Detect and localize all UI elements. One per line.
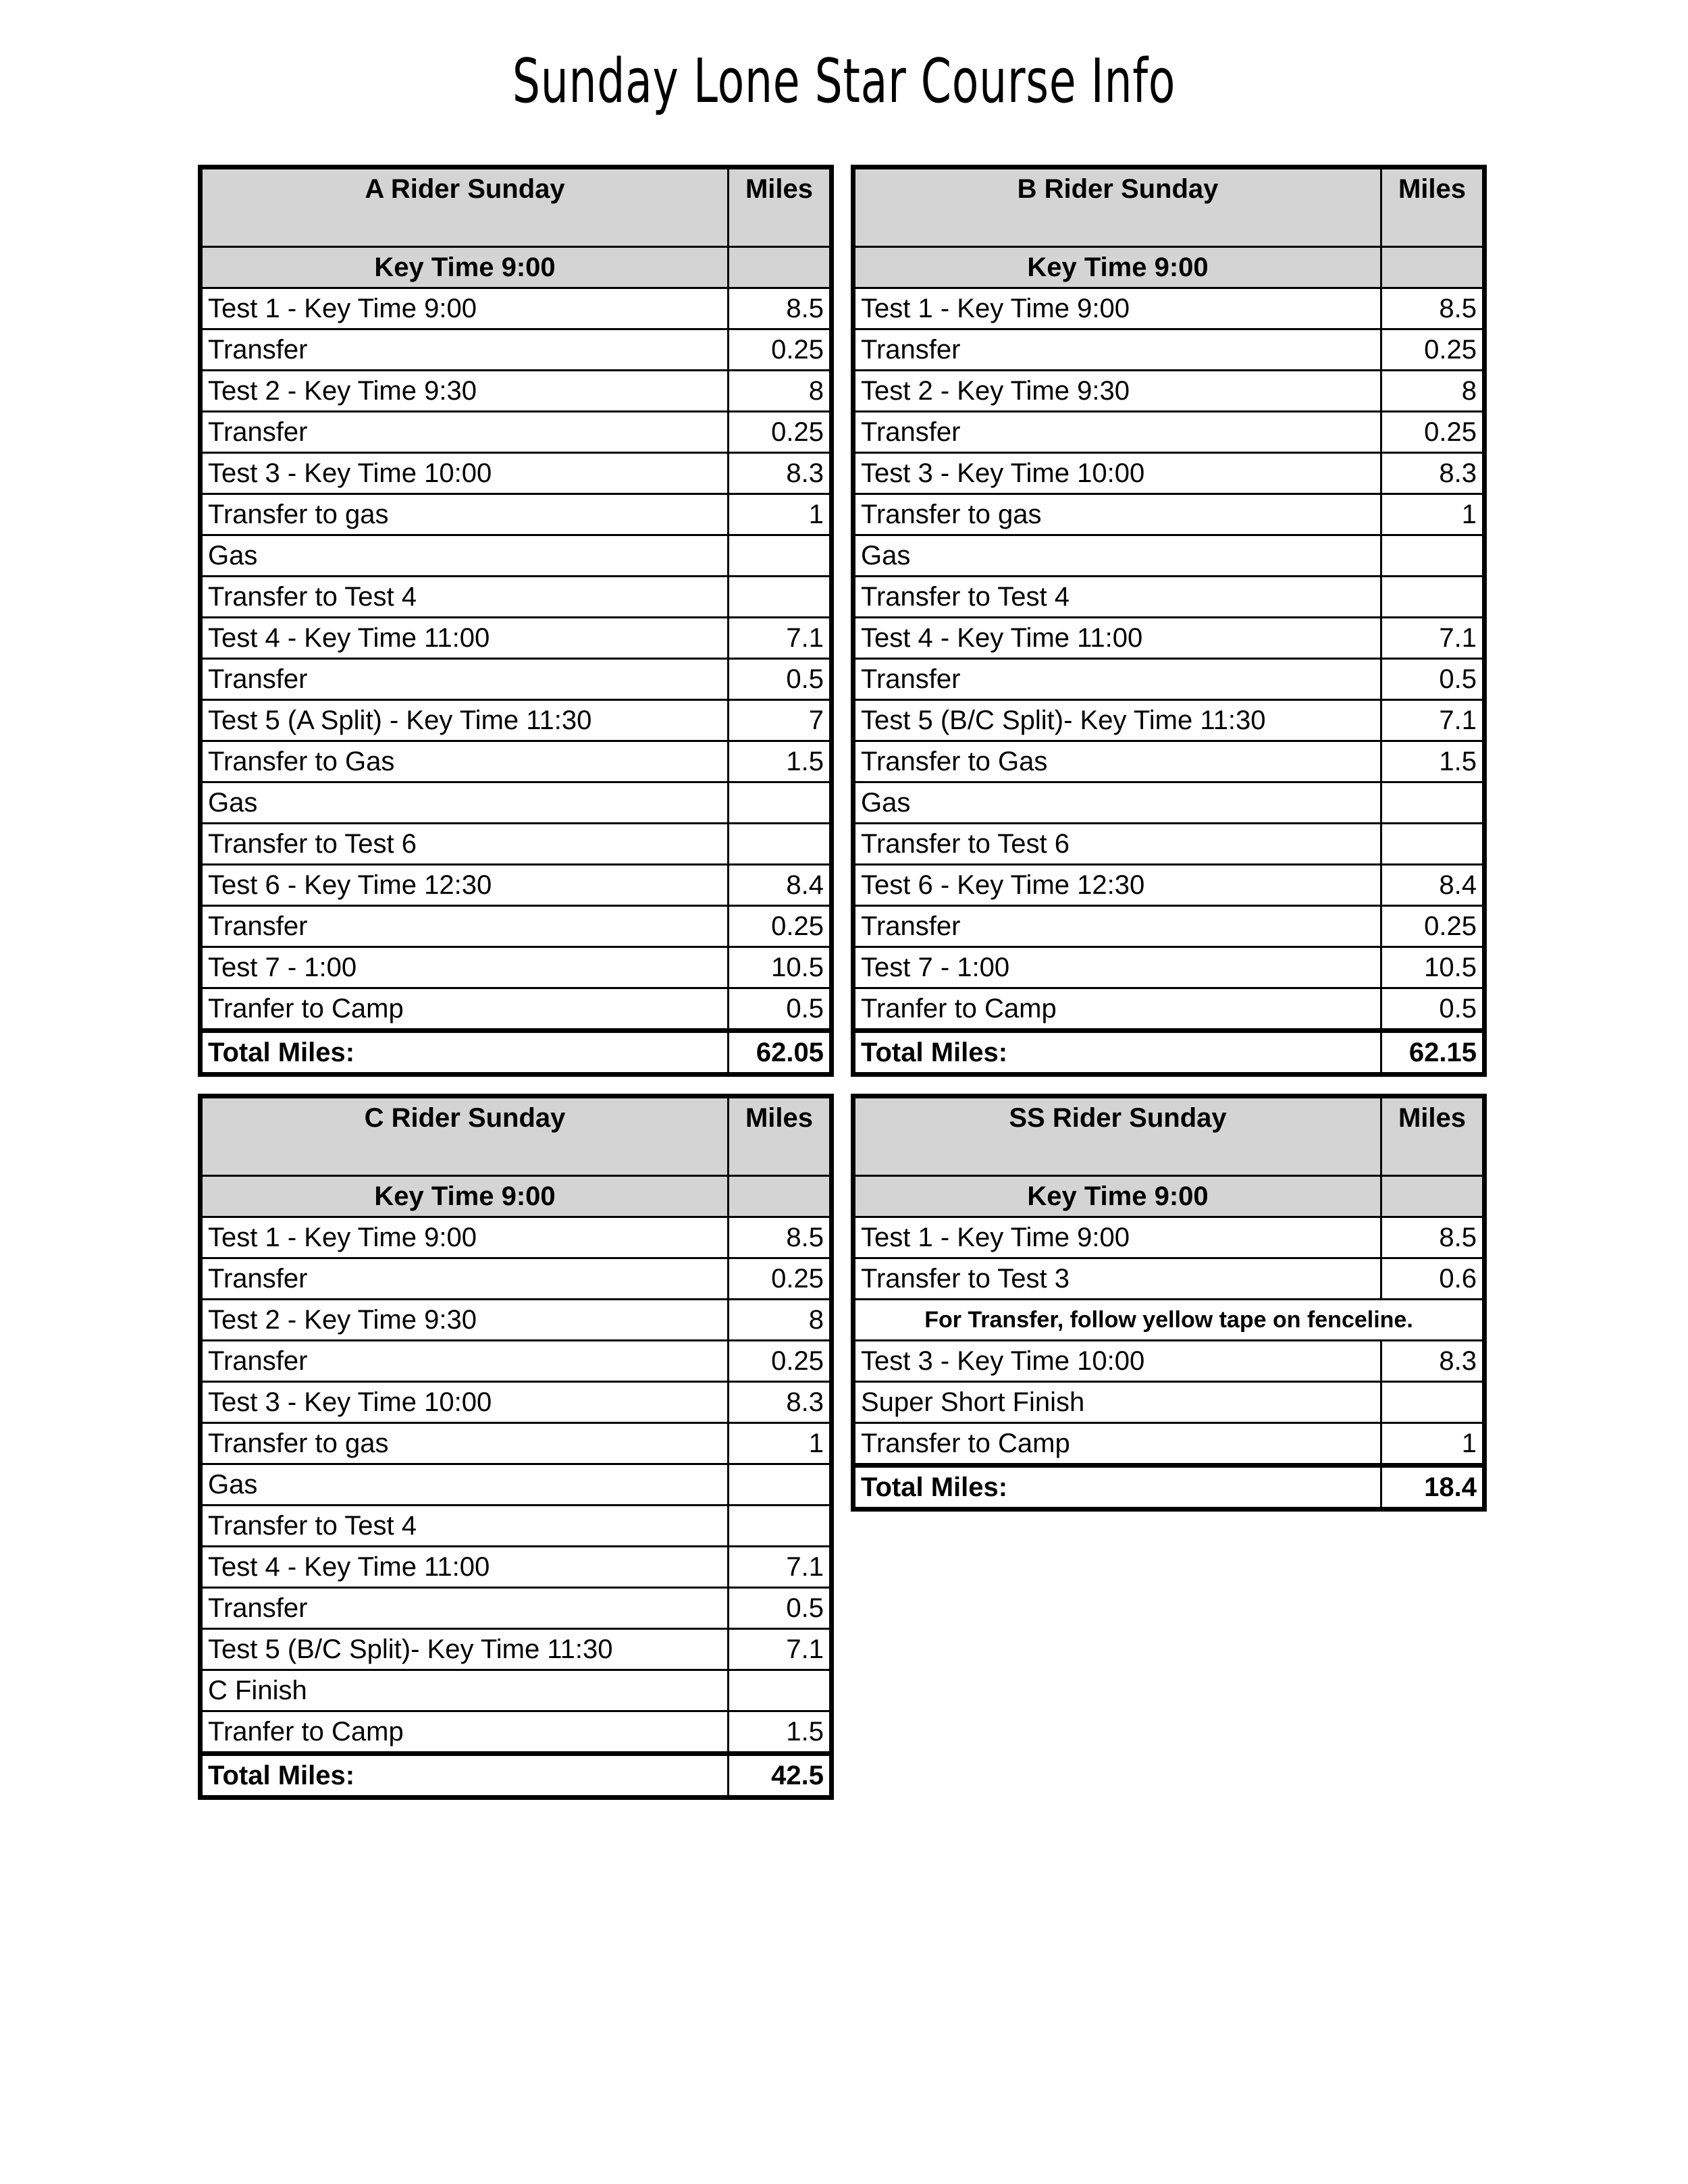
- segment-label: Test 2 - Key Time 9:30: [853, 371, 1381, 412]
- total-miles: 62.05: [729, 1031, 832, 1075]
- c-rider-table: [198, 1094, 834, 1800]
- segment-label: Test 2 - Key Time 9:30: [201, 1300, 729, 1341]
- segment-miles: 8.5: [729, 1217, 832, 1258]
- segment-miles: 1: [1381, 494, 1485, 535]
- segment-miles: 10.5: [729, 947, 832, 988]
- table-row: [201, 947, 832, 988]
- segment-miles: [729, 1464, 832, 1506]
- table-title: C Rider Sunday: [201, 1096, 729, 1176]
- segment-miles: 0.6: [1381, 1258, 1485, 1300]
- key-time-miles: [1381, 247, 1485, 288]
- segment-miles: 0.25: [729, 412, 832, 453]
- transfer-note: For Transfer, follow yellow tape on fenceline.: [853, 1300, 1485, 1341]
- table-row: [853, 1217, 1485, 1258]
- segment-miles: 8: [729, 1300, 832, 1341]
- table-row: [201, 329, 832, 371]
- table-row: [201, 288, 832, 329]
- table-title: A Rider Sunday: [201, 167, 729, 247]
- segment-miles: 0.25: [729, 906, 832, 947]
- segment-miles: 8.3: [729, 453, 832, 494]
- segment-label: Transfer: [853, 659, 1381, 700]
- miles-column-header: Miles: [729, 167, 832, 247]
- table-row: [853, 988, 1485, 1031]
- segment-label: Transfer to Test 3: [853, 1258, 1381, 1300]
- table-row: [201, 1547, 832, 1588]
- table-row: [201, 371, 832, 412]
- segment-miles: 8.5: [1381, 288, 1485, 329]
- segment-miles: 8.4: [729, 865, 832, 906]
- segment-label: Transfer to Test 4: [853, 577, 1381, 618]
- table-row: [201, 1341, 832, 1382]
- page-title: Sunday Lone Star Course Info: [512, 46, 1176, 117]
- total-miles: 62.15: [1381, 1031, 1485, 1075]
- table-row: [853, 618, 1485, 659]
- table-row: [201, 906, 832, 947]
- segment-label: Gas: [853, 535, 1381, 577]
- key-time-row: [201, 1176, 832, 1217]
- segment-label: Test 3 - Key Time 10:00: [201, 1382, 729, 1423]
- table-title: SS Rider Sunday: [853, 1096, 1381, 1176]
- segment-miles: 0.5: [729, 1588, 832, 1629]
- table-row: [201, 1382, 832, 1423]
- table-row: [201, 1300, 832, 1341]
- segment-miles: 8.4: [1381, 865, 1485, 906]
- table-row: [853, 453, 1485, 494]
- table-row: [201, 1423, 832, 1464]
- total-label: Total Miles:: [853, 1031, 1381, 1075]
- segment-label: Transfer to gas: [201, 494, 729, 535]
- table-title: B Rider Sunday: [853, 167, 1381, 247]
- segment-label: Gas: [853, 782, 1381, 824]
- key-time-label: Key Time 9:00: [853, 1176, 1381, 1217]
- table-row: [201, 824, 832, 865]
- table-row: [853, 371, 1485, 412]
- segment-label: Test 1 - Key Time 9:00: [853, 1217, 1381, 1258]
- segment-miles: [729, 1506, 832, 1547]
- key-time-miles: [729, 1176, 832, 1217]
- segment-label: Transfer: [201, 1588, 729, 1629]
- segment-miles: 0.25: [729, 329, 832, 371]
- segment-label: Transfer: [201, 412, 729, 453]
- key-time-miles: [1381, 1176, 1485, 1217]
- table-row: [853, 659, 1485, 700]
- miles-column-header: Miles: [1381, 167, 1485, 247]
- table-row: [201, 700, 832, 741]
- table-row: [201, 782, 832, 824]
- table-row: [201, 988, 832, 1031]
- table-row: [201, 1588, 832, 1629]
- segment-label: Test 4 - Key Time 11:00: [853, 618, 1381, 659]
- total-label: Total Miles:: [201, 1754, 729, 1798]
- table-row: [201, 1464, 832, 1506]
- segment-miles: 0.25: [1381, 329, 1485, 371]
- segment-miles: [729, 1670, 832, 1711]
- segment-miles: [729, 824, 832, 865]
- segment-label: Transfer to Camp: [853, 1423, 1381, 1466]
- segment-miles: 8.5: [729, 288, 832, 329]
- segment-label: Transfer to gas: [201, 1423, 729, 1464]
- table-row: [853, 865, 1485, 906]
- table-row: [201, 1258, 832, 1300]
- table-row: [853, 906, 1485, 947]
- table-row: [201, 1506, 832, 1547]
- segment-label: Transfer to Test 6: [201, 824, 729, 865]
- segment-label: Test 2 - Key Time 9:30: [201, 371, 729, 412]
- segment-miles: [729, 535, 832, 577]
- segment-label: Test 5 (B/C Split)- Key Time 11:30: [853, 700, 1381, 741]
- segment-miles: 7.1: [729, 618, 832, 659]
- table-row: [853, 741, 1485, 782]
- table-row: [201, 1629, 832, 1670]
- table-row: [853, 577, 1485, 618]
- segment-miles: 0.5: [1381, 988, 1485, 1031]
- segment-label: Test 3 - Key Time 10:00: [853, 453, 1381, 494]
- total-row: [853, 1031, 1485, 1075]
- transfer-note-row: [853, 1300, 1485, 1341]
- total-row: [201, 1031, 832, 1075]
- segment-miles: 0.5: [729, 988, 832, 1031]
- table-row: [201, 577, 832, 618]
- total-miles: 18.4: [1381, 1466, 1485, 1510]
- key-time-miles: [729, 247, 832, 288]
- total-label: Total Miles:: [853, 1466, 1381, 1510]
- segment-label: Transfer to Gas: [201, 741, 729, 782]
- segment-miles: 1.5: [1381, 741, 1485, 782]
- key-time-label: Key Time 9:00: [201, 1176, 729, 1217]
- key-time-label: Key Time 9:00: [853, 247, 1381, 288]
- miles-column-header: Miles: [1381, 1096, 1485, 1176]
- table-row: [201, 494, 832, 535]
- segment-label: Transfer to Test 4: [201, 577, 729, 618]
- a-rider-table: [198, 165, 834, 1077]
- table-row: [201, 1217, 832, 1258]
- segment-miles: 8: [729, 371, 832, 412]
- key-time-row: [853, 247, 1485, 288]
- segment-miles: 10.5: [1381, 947, 1485, 988]
- segment-label: Gas: [201, 782, 729, 824]
- segment-miles: [1381, 1382, 1485, 1423]
- table-header-row: [201, 167, 832, 247]
- segment-miles: 1: [729, 494, 832, 535]
- b-rider-table: [851, 165, 1487, 1077]
- segment-label: Transfer: [853, 906, 1381, 947]
- segment-miles: 8.3: [1381, 453, 1485, 494]
- segment-miles: 7.1: [729, 1629, 832, 1670]
- segment-miles: [1381, 824, 1485, 865]
- segment-label: Transfer to gas: [853, 494, 1381, 535]
- segment-label: C Finish: [201, 1670, 729, 1711]
- segment-miles: 0.25: [1381, 412, 1485, 453]
- segment-label: Test 5 (A Split) - Key Time 11:30: [201, 700, 729, 741]
- segment-miles: 8.3: [1381, 1341, 1485, 1382]
- table-row: [201, 453, 832, 494]
- segment-miles: [729, 577, 832, 618]
- segment-miles: [1381, 782, 1485, 824]
- segment-miles: 0.25: [729, 1341, 832, 1382]
- segment-label: Test 6 - Key Time 12:30: [853, 865, 1381, 906]
- segment-label: Transfer: [201, 906, 729, 947]
- segment-label: Test 6 - Key Time 12:30: [201, 865, 729, 906]
- segment-label: Test 4 - Key Time 11:00: [201, 618, 729, 659]
- segment-label: Tranfer to Camp: [853, 988, 1381, 1031]
- segment-miles: 0.5: [1381, 659, 1485, 700]
- segment-label: Transfer to Test 4: [201, 1506, 729, 1547]
- segment-miles: 0.25: [1381, 906, 1485, 947]
- table-row: [853, 700, 1485, 741]
- segment-label: Transfer to Test 6: [853, 824, 1381, 865]
- table-row: [853, 947, 1485, 988]
- total-miles: 42.5: [729, 1754, 832, 1798]
- table-row: [201, 1711, 832, 1754]
- key-time-label: Key Time 9:00: [201, 247, 729, 288]
- table-row: [853, 494, 1485, 535]
- segment-miles: 1: [1381, 1423, 1485, 1466]
- table-row: [201, 1670, 832, 1711]
- table-row: [853, 329, 1485, 371]
- key-time-row: [853, 1176, 1485, 1217]
- segment-miles: 7: [729, 700, 832, 741]
- segment-label: Gas: [201, 1464, 729, 1506]
- table-row: [853, 1423, 1485, 1466]
- segment-miles: 8: [1381, 371, 1485, 412]
- ss-rider-table: [851, 1094, 1487, 1512]
- table-header-row: [853, 167, 1485, 247]
- segment-label: Test 3 - Key Time 10:00: [201, 453, 729, 494]
- segment-label: Transfer: [201, 1258, 729, 1300]
- segment-miles: [729, 782, 832, 824]
- table-row: [853, 1341, 1485, 1382]
- segment-label: Transfer: [853, 412, 1381, 453]
- table-row: [853, 412, 1485, 453]
- segment-label: Test 5 (B/C Split)- Key Time 11:30: [201, 1629, 729, 1670]
- total-label: Total Miles:: [201, 1031, 729, 1075]
- table-row: [201, 659, 832, 700]
- table-row: [201, 412, 832, 453]
- segment-miles: 1: [729, 1423, 832, 1464]
- segment-miles: 0.5: [729, 659, 832, 700]
- segment-miles: 7.1: [1381, 618, 1485, 659]
- segment-miles: [1381, 535, 1485, 577]
- segment-miles: 8.3: [729, 1382, 832, 1423]
- table-row: [853, 535, 1485, 577]
- segment-label: Test 3 - Key Time 10:00: [853, 1341, 1381, 1382]
- segment-label: Transfer: [201, 659, 729, 700]
- table-row: [853, 824, 1485, 865]
- table-row: [853, 1382, 1485, 1423]
- segment-label: Test 1 - Key Time 9:00: [201, 1217, 729, 1258]
- segment-label: Tranfer to Camp: [201, 988, 729, 1031]
- segment-label: Test 7 - 1:00: [201, 947, 729, 988]
- table-row: [853, 1258, 1485, 1300]
- segment-miles: 7.1: [729, 1547, 832, 1588]
- total-row: [853, 1466, 1485, 1510]
- segment-miles: [1381, 577, 1485, 618]
- table-row: [201, 741, 832, 782]
- miles-column-header: Miles: [729, 1096, 832, 1176]
- segment-label: Transfer: [201, 1341, 729, 1382]
- segment-label: Tranfer to Camp: [201, 1711, 729, 1754]
- segment-label: Test 7 - 1:00: [853, 947, 1381, 988]
- segment-miles: 8.5: [1381, 1217, 1485, 1258]
- table-header-row: [201, 1096, 832, 1176]
- table-row: [201, 865, 832, 906]
- segment-miles: 7.1: [1381, 700, 1485, 741]
- segment-label: Super Short Finish: [853, 1382, 1381, 1423]
- key-time-row: [201, 247, 832, 288]
- segment-label: Transfer: [201, 329, 729, 371]
- segment-label: Test 1 - Key Time 9:00: [201, 288, 729, 329]
- segment-label: Test 1 - Key Time 9:00: [853, 288, 1381, 329]
- segment-label: Test 4 - Key Time 11:00: [201, 1547, 729, 1588]
- table-row: [853, 288, 1485, 329]
- segment-miles: 1.5: [729, 741, 832, 782]
- segment-miles: 1.5: [729, 1711, 832, 1754]
- segment-miles: 0.25: [729, 1258, 832, 1300]
- table-row: [201, 535, 832, 577]
- table-header-row: [853, 1096, 1485, 1176]
- segment-label: Gas: [201, 535, 729, 577]
- table-row: [853, 782, 1485, 824]
- table-row: [201, 618, 832, 659]
- segment-label: Transfer: [853, 329, 1381, 371]
- total-row: [201, 1754, 832, 1798]
- segment-label: Transfer to Gas: [853, 741, 1381, 782]
